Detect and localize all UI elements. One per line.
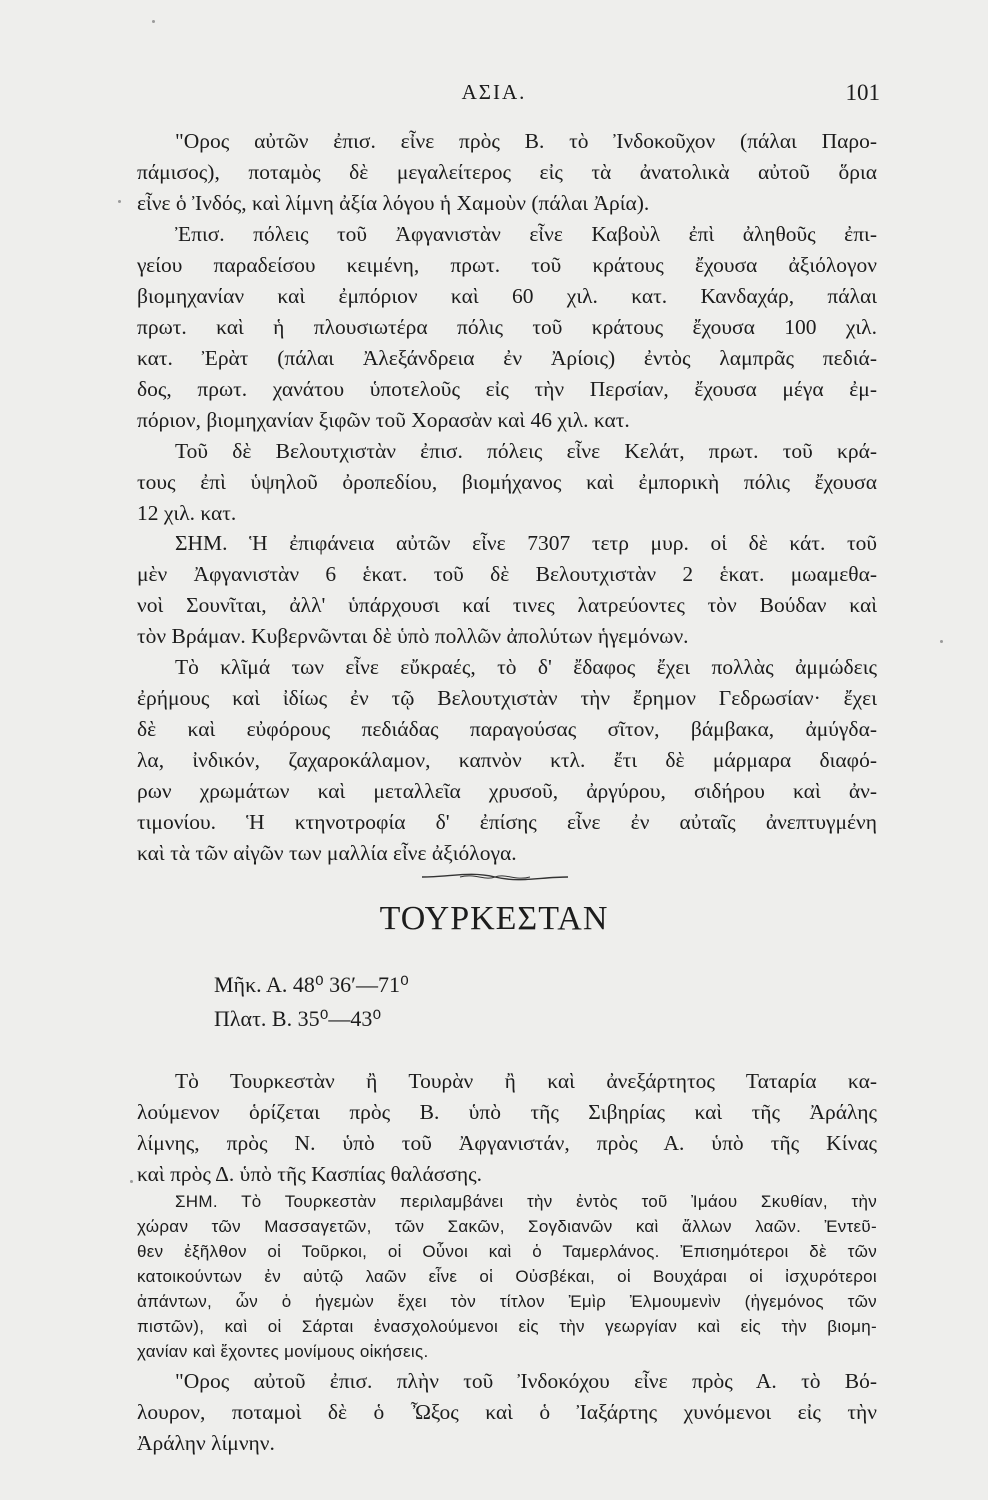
text-line: βιομηχανίαν καὶ ἐμπόριον καὶ 60 χιλ. κατ. Κανδαχάρ, πάλαι [137, 284, 877, 308]
latitude-line: Πλατ. Β. 35⁰—43⁰ [214, 1006, 382, 1031]
text-line: "Ορος αὐτοῦ ἐπισ. πλὴν τοῦ Ἰνδοκόχου εἶνε πρὸς Α. τὸ Βό- [175, 1369, 877, 1393]
text-line: 12 χιλ. κατ. [137, 501, 237, 525]
text-line: λίμνης, πρὸς Ν. ὑπὸ τοῦ Ἀφγανιστάν, πρὸς Α. ὑπὸ τῆς Κίνας [137, 1131, 877, 1155]
note-line: ἁπάντων, ὧν ὁ ἡγεμὼν ἔχει τὸν τίτλον Ἐμὶρ Ἐλμουμενὶν (ἡγεμόνος τῶν [137, 1292, 877, 1311]
paper-speck [130, 1180, 133, 1183]
afghanistan-note-paragraph [137, 528, 877, 652]
text-line: μὲν Ἀφγανιστὰν 6 ἑκατ. τοῦ δὲ Βελουτχιστὰν 2 ἑκατ. μωαμεθα- [137, 562, 877, 586]
text-line: Ἐπισ. πόλεις τοῦ Ἀφγανιστὰν εἶνε Καβοὺλ ἐπὶ ἀληθοῦς ἐπι- [175, 222, 877, 246]
page-number: 101 [845, 80, 880, 105]
note-line: κατοικούντων ἐν αὐτῷ λαῶν εἶνε οἱ Οὐσβέκαι, οἱ Βουχάραι οἱ ἰσχυρότεροι [137, 1267, 877, 1286]
section-heading: ΤΟΥΡΚΕΣΤΑΝ [379, 900, 609, 937]
text-line: καὶ τὰ τῶν αἰγῶν των μαλλία εἶνε ἀξιόλογα. [137, 841, 517, 865]
text-line: δὲ καὶ εὐφόρους πεδιάδας παραγούσας σῖτον, βάμβακα, ἀμύγδα- [137, 717, 877, 741]
section-divider-ornament [420, 868, 570, 886]
text-line: πάμισος), ποταμὸς δὲ μεγαλείτερος εἰς τὰ ἀνατολικὰ αὐτοῦ ὅρια [137, 160, 877, 184]
text-line: ἐρήμους καὶ ἰδίως ἐν τῷ Βελουτχιστὰν τὴν ἔρημον Γεδρωσίαν· ἔχει [137, 686, 877, 710]
paper-speck [152, 20, 155, 23]
turkestan-borders-paragraph [137, 1066, 877, 1190]
text-line: κατ. Ἐρὰτ (πάλαι Ἀλεξάνδρεια ἐν Ἀρίοις) ἐντὸς λαμπρᾶς πεδιά- [137, 346, 877, 370]
text-line: ρων χρωμάτων καὶ μεταλλεῖα χρυσοῦ, ἀργύρου, σιδήρου καὶ ἀν- [137, 779, 877, 803]
text-line: γείου παραδείσου κειμένη, πρωτ. τοῦ κράτους ἔχουσα ἀξιόλογον [137, 253, 877, 277]
afghanistan-climate-paragraph [137, 652, 877, 869]
note-line: θεν ἐξῆλθον οἱ Τοῦρκοι, οἱ Οὖνοι καὶ ὁ Ταμερλάνος. Ἐπισημότεροι δὲ τῶν [137, 1242, 877, 1261]
text-line: λούμενον ὁρίζεται πρὸς Β. ὑπὸ τῆς Σιβηρίας καὶ τῆς Ἀράλης [137, 1100, 877, 1124]
text-line: δος, πρωτ. χανάτου ὑποτελοῦς εἰς τὴν Περσίαν, ἔχουσα μέγα ἐμ- [137, 377, 877, 401]
text-line: πόριον, βιομηχανίαν ξιφῶν τοῦ Χορασὰν καὶ 46 χιλ. κατ. [137, 408, 630, 432]
text-line: τους ἐπὶ ὑψηλοῦ ὀροπεδίου, βιομήχανος καὶ ἐμπορικὴ πόλις ἔχουσα [137, 470, 877, 494]
running-title: ΑΣΙΑ. [461, 80, 527, 104]
paper-speck [118, 200, 121, 203]
text-line: νοὶ Σουνῖται, ἀλλ' ὑπάρχουσι καί τινες λατρεύοντες τὸν Βούδαν καὶ [137, 593, 877, 617]
text-line: Τοῦ δὲ Βελουτχιστὰν ἐπισ. πόλεις εἶνε Κελάτ, πρωτ. τοῦ κρά- [175, 439, 877, 463]
paper-speck [940, 640, 943, 643]
note-line: χανίαν καὶ ἔχοντες μονίμους οἰκήσεις. [137, 1342, 429, 1361]
text-line: Ἀράλην λίμνην. [137, 1431, 275, 1455]
text-line: Τὸ κλῖμά των εἶνε εὔκραές, τὸ δ' ἔδαφος ἔχει πολλὰς ἀμμώδεις [175, 655, 877, 679]
text-line: "Ορος αὐτῶν ἐπισ. εἶνε πρὸς Β. τὸ Ἰνδοκοῦχον (πάλαι Παρο- [175, 129, 877, 153]
text-line: λα, ἰνδικόν, ζαχαροκάλαμον, καπνὸν κτλ. ἔτι δὲ μάρμαρα διαφό- [137, 748, 877, 772]
text-line: ΣΗΜ. Ἡ ἐπιφάνεια αὐτῶν εἶνε 7307 τετρ μυρ. οἱ δὲ κάτ. τοῦ [175, 531, 877, 555]
text-line: Τὸ Τουρκεστὰν ἢ Τουρὰν ἢ καὶ ἀνεξάρτητος Ταταρία κα- [175, 1069, 877, 1093]
afghanistan-mountains-paragraph [137, 126, 877, 436]
text-line: λουρον, ποταμοὶ δὲ ὁ Ὦξος καὶ ὁ Ἰαξάρτης χυνόμενοι εἰς τὴν [137, 1400, 877, 1424]
coordinates-block [214, 968, 409, 1036]
beluchistan-paragraph [137, 436, 877, 529]
text-line: καὶ πρὸς Δ. ὑπὸ τῆς Κασπίας θαλάσσης. [137, 1162, 483, 1186]
text-line: πρωτ. καὶ ἡ πλουσιωτέρα πόλις τοῦ κράτους ἔχουσα 100 χιλ. [137, 315, 877, 339]
text-line: εἶνε ὁ Ἰνδός, καὶ λίμνη ἀξία λόγου ἡ Χαμοὺν (πάλαι Ἀρία). [137, 191, 650, 215]
note-line: πιστῶν), καὶ οἱ Σάρται ἐνασχολούμενοι εἰς τὴν γεωργίαν καὶ εἰς τὴν βιομη- [137, 1317, 877, 1336]
turkestan-mountains-paragraph [137, 1366, 877, 1459]
running-head [0, 80, 988, 110]
note-line: χώραν τῶν Μασσαγετῶν, τῶν Σακῶν, Σογδιανῶν καὶ ἄλλων λαῶν. Ἐντεῦ- [137, 1217, 877, 1236]
text-line: τὸν Βράμαν. Κυβερνῶνται δὲ ὑπὸ πολλῶν ἀπολύτων ἡγεμόνων. [137, 624, 689, 648]
turkestan-note [137, 1189, 877, 1364]
note-line: ΣΗΜ. Τὸ Τουρκεστὰν περιλαμβάνει τὴν ἐντὸς τοῦ Ἰμάου Σκυθίαν, τὴν [175, 1192, 877, 1211]
text-line: τιμονίου. Ἡ κτηνοτροφία δ' ἐπίσης εἶνε ἐν αὐταῖς ἀνεπτυγμένη [137, 810, 877, 834]
longitude-line: Μῆκ. Α. 48⁰ 36′—71⁰ [214, 972, 409, 997]
